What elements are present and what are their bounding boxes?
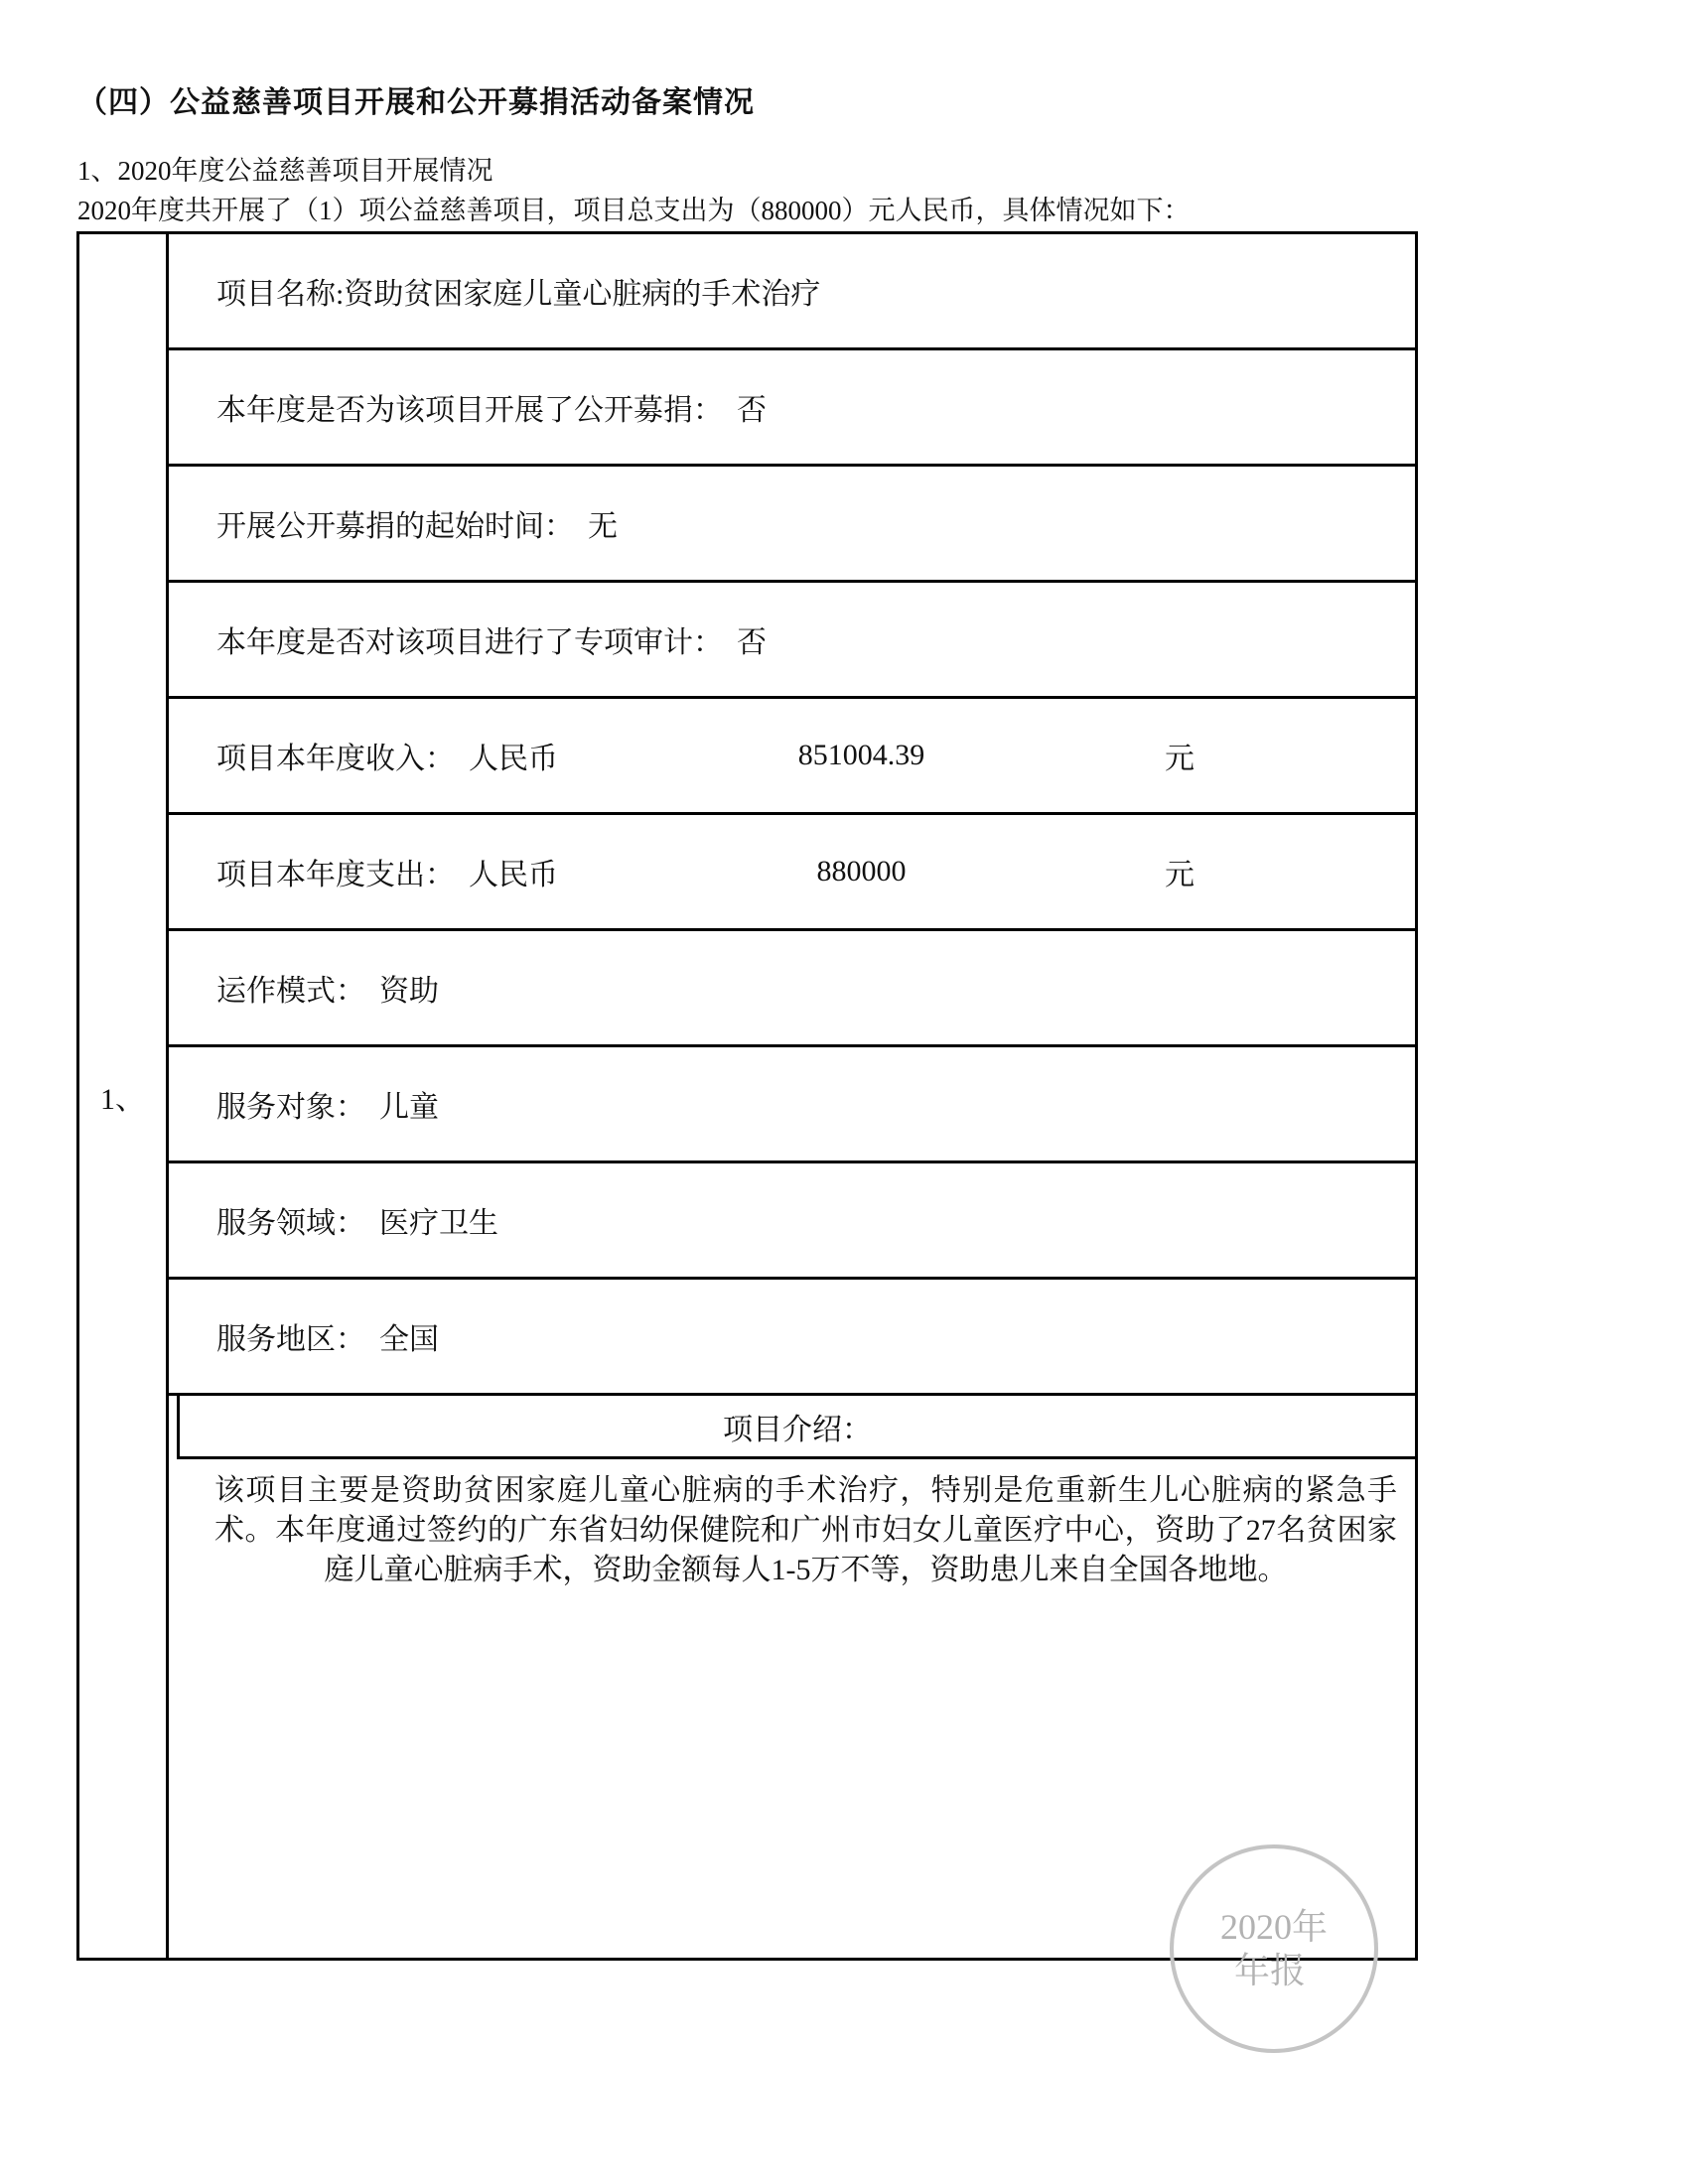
year-report-watermark — [1170, 1844, 1378, 2053]
fundraising-start-label: 开展公开募捐的起始时间： — [216, 510, 574, 543]
watermark-report-text: 年报 — [1233, 1951, 1306, 1990]
special-audit-value: 否 — [737, 626, 767, 659]
row-public-fundraising — [169, 350, 1415, 467]
project-detail-column — [169, 234, 1415, 1958]
section-heading: （四）公益慈善项目开展和公开募捐活动备案情况 — [77, 86, 755, 119]
watermark-year-text: 2020年 — [1219, 1907, 1328, 1947]
annual-income-label: 项目本年度收入： — [216, 743, 455, 775]
project-name-value: 资助贫困家庭儿童心脏病的手术治疗 — [344, 278, 821, 311]
special-audit-label: 本年度是否对该项目进行了专项审计： — [216, 626, 723, 659]
service-field-value: 医疗卫生 — [379, 1207, 498, 1240]
service-field-label: 服务领域： — [216, 1207, 365, 1240]
subsection-title: 1、2020年度公益慈善项目开展情况 — [77, 156, 493, 186]
row-service-field — [169, 1163, 1415, 1280]
annual-expense-amount: 880000 — [816, 855, 907, 887]
project-table — [76, 231, 1418, 1961]
fundraising-start-value: 无 — [588, 510, 618, 543]
row-annual-income — [169, 699, 1415, 815]
intro-header-label: 项目介绍： — [723, 1413, 872, 1446]
project-name-label: 项目名称: — [216, 278, 345, 311]
row-service-area — [169, 1280, 1415, 1396]
service-area-label: 服务地区： — [216, 1323, 365, 1356]
project-index-cell — [79, 234, 169, 1958]
annual-income-unit: 元 — [1165, 743, 1195, 775]
row-fundraising-start-date — [169, 467, 1415, 583]
annual-income-amount: 851004.39 — [797, 739, 925, 771]
service-target-label: 服务对象： — [216, 1091, 365, 1124]
annual-expense-label: 项目本年度支出： — [216, 859, 455, 891]
operation-mode-label: 运作模式： — [216, 975, 365, 1008]
row-intro-header — [177, 1396, 1415, 1459]
annual-income-currency: 人民币 — [469, 743, 558, 775]
public-fundraising-value: 否 — [737, 394, 767, 427]
annual-expense-unit: 元 — [1165, 859, 1195, 891]
row-service-target — [169, 1047, 1415, 1163]
summary-line: 2020年度共开展了（1）项公益慈善项目，项目总支出为（880000）元人民币，具体情况如下： — [77, 196, 1191, 225]
operation-mode-value: 资助 — [379, 975, 439, 1008]
row-operation-mode — [169, 931, 1415, 1047]
service-area-value: 全国 — [379, 1323, 439, 1356]
row-intro-description: 该项目主要是资助贫困家庭儿童心脏病的手术治疗，特别是危重新生儿心脏病的紧急手术。本年度通过签约的广东省妇幼保健院和广州市妇女儿童医疗中心，资助了27名贫困家庭儿童心脏病手术，资助金额每人1-5万不等，资助患儿来自全国各地地。 — [214, 1474, 1397, 1586]
row-annual-expense — [169, 815, 1415, 931]
row-project-name — [169, 234, 1415, 350]
service-target-value: 儿童 — [379, 1091, 439, 1124]
public-fundraising-label: 本年度是否为该项目开展了公开募捐： — [216, 394, 723, 427]
annual-expense-currency: 人民币 — [469, 859, 558, 891]
project-index-label: 1、 — [100, 1083, 145, 1116]
row-special-audit — [169, 583, 1415, 699]
